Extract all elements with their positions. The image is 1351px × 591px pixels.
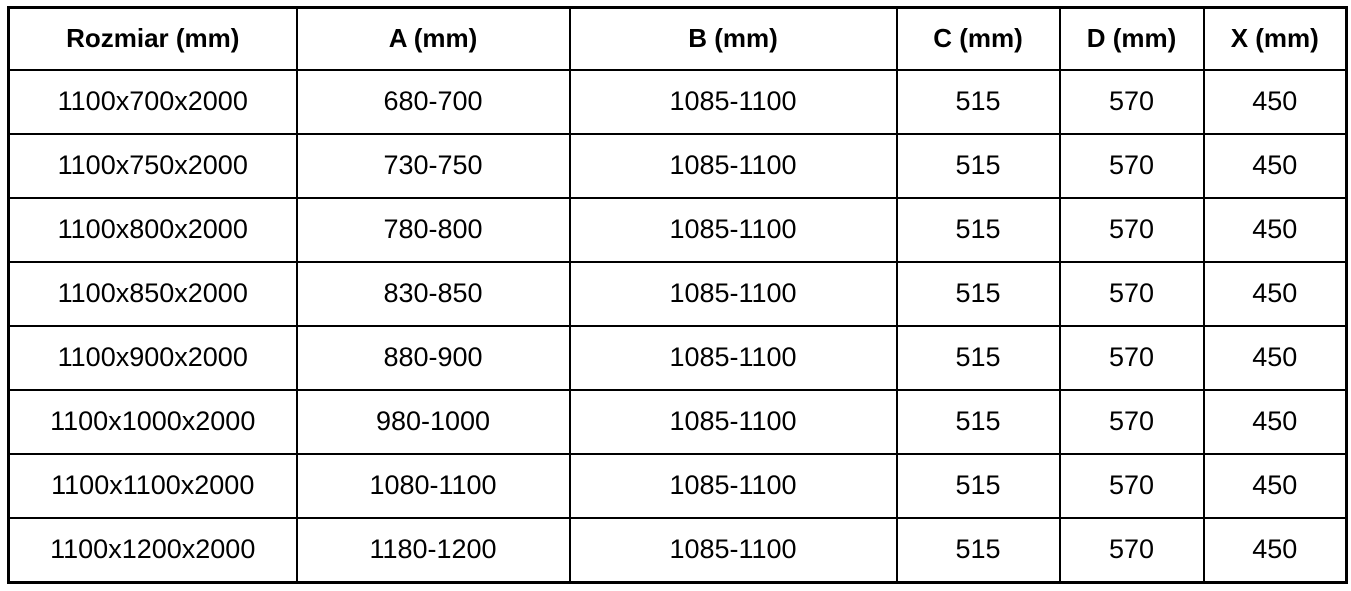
- table-row: [9, 134, 1347, 198]
- cell-b: 1085-1100: [570, 390, 897, 454]
- cell-d: 570: [1060, 326, 1204, 390]
- cell-c: 515: [897, 134, 1060, 198]
- cell-a: 780-800: [297, 198, 570, 262]
- cell-a: 980-1000: [297, 390, 570, 454]
- cell-rozmiar: 1100x750x2000: [9, 134, 297, 198]
- cell-x: 450: [1204, 390, 1347, 454]
- table-row: [9, 518, 1347, 583]
- table-row: [9, 70, 1347, 134]
- cell-x: 450: [1204, 262, 1347, 326]
- cell-d: 570: [1060, 262, 1204, 326]
- cell-c: 515: [897, 198, 1060, 262]
- cell-a: 1180-1200: [297, 518, 570, 583]
- cell-a: 730-750: [297, 134, 570, 198]
- cell-b: 1085-1100: [570, 134, 897, 198]
- cell-x: 450: [1204, 326, 1347, 390]
- table-row: [9, 454, 1347, 518]
- cell-rozmiar: 1100x700x2000: [9, 70, 297, 134]
- cell-b: 1085-1100: [570, 518, 897, 583]
- cell-d: 570: [1060, 198, 1204, 262]
- table-row: [9, 326, 1347, 390]
- cell-rozmiar: 1100x800x2000: [9, 198, 297, 262]
- cell-c: 515: [897, 518, 1060, 583]
- cell-x: 450: [1204, 518, 1347, 583]
- column-header-d: D (mm): [1060, 8, 1204, 70]
- size-spec-table: [7, 6, 1348, 584]
- cell-rozmiar: 1100x1000x2000: [9, 390, 297, 454]
- cell-a: 830-850: [297, 262, 570, 326]
- cell-b: 1085-1100: [570, 70, 897, 134]
- cell-x: 450: [1204, 198, 1347, 262]
- cell-b: 1085-1100: [570, 262, 897, 326]
- header-row: [9, 8, 1347, 70]
- cell-c: 515: [897, 454, 1060, 518]
- table-row: [9, 390, 1347, 454]
- table-row: [9, 262, 1347, 326]
- cell-a: 880-900: [297, 326, 570, 390]
- cell-d: 570: [1060, 134, 1204, 198]
- cell-x: 450: [1204, 454, 1347, 518]
- cell-b: 1085-1100: [570, 454, 897, 518]
- cell-c: 515: [897, 390, 1060, 454]
- cell-a: 1080-1100: [297, 454, 570, 518]
- cell-d: 570: [1060, 70, 1204, 134]
- table-row: [9, 198, 1347, 262]
- cell-c: 515: [897, 262, 1060, 326]
- column-header-a: A (mm): [297, 8, 570, 70]
- cell-rozmiar: 1100x850x2000: [9, 262, 297, 326]
- cell-rozmiar: 1100x1100x2000: [9, 454, 297, 518]
- cell-a: 680-700: [297, 70, 570, 134]
- cell-d: 570: [1060, 518, 1204, 583]
- column-header-x: X (mm): [1204, 8, 1347, 70]
- cell-d: 570: [1060, 390, 1204, 454]
- cell-d: 570: [1060, 454, 1204, 518]
- cell-c: 515: [897, 326, 1060, 390]
- cell-x: 450: [1204, 70, 1347, 134]
- cell-c: 515: [897, 70, 1060, 134]
- cell-rozmiar: 1100x900x2000: [9, 326, 297, 390]
- column-header-c: C (mm): [897, 8, 1060, 70]
- column-header-b: B (mm): [570, 8, 897, 70]
- cell-b: 1085-1100: [570, 326, 897, 390]
- column-header-rozmiar: Rozmiar (mm): [9, 8, 297, 70]
- cell-x: 450: [1204, 134, 1347, 198]
- cell-b: 1085-1100: [570, 198, 897, 262]
- cell-rozmiar: 1100x1200x2000: [9, 518, 297, 583]
